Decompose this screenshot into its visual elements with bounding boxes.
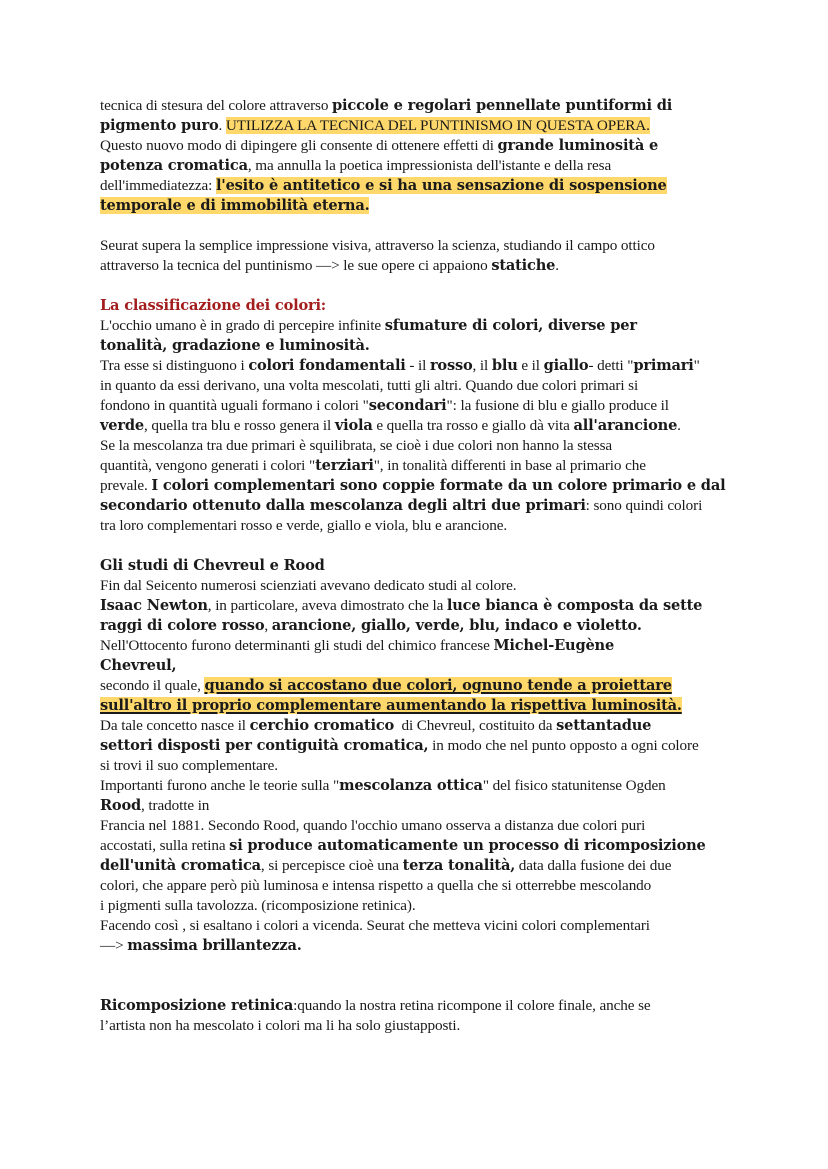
text: - detti " [588,357,634,374]
bold-text: Isaac Newton [100,597,208,614]
text: si trovi il suo complementare. [100,757,278,774]
text: i pigmenti sulla tavolozza. (ricomposizione retinica). [100,897,416,914]
text: , tradotte in [141,797,210,814]
chevreul-section [100,556,740,956]
text: data dalla fusione dei due [515,857,672,874]
bold-text: terziari [315,457,374,474]
text: . [218,117,226,134]
bold-text: Michel-Eugène [493,637,615,654]
text: secondo il quale, [100,677,205,694]
bold-text: settori disposti per contiguità cromatica, [100,737,429,754]
text: in quanto da essi derivano, una volta mescolati, tutti gli altri. Quando due colori primari si [100,377,639,394]
bold-text: grande luminosità e [497,137,659,154]
text: Seurat supera la semplice impressione visiva, attraverso la scienza, studiando il campo ottico [100,237,655,254]
section-heading: Gli studi di Chevreul e Rood [100,557,325,574]
text: colori, che appare però più luminosa e intensa rispetto a quella che si otterrebbe mescolando [100,877,652,894]
text: fondono in quantità uguali formano i colori " [100,397,369,414]
section-heading: La classificazione dei colori: [100,297,326,314]
text: Da tale concetto nasce il [100,717,250,734]
text: Francia nel 1881. Secondo Rood, quando l'occhio umano osserva a distanza due colori puri [100,817,646,834]
text: Nell'Ottocento furono determinanti gli studi del chimico francese [100,637,494,654]
highlighted-bold-text: l'esito è antitetico e si ha una sensazione di sospensione [215,177,667,194]
text: " del fisico statunitense Ogden [482,777,666,794]
bold-text: cerchio cromatico [249,717,395,734]
bold-text: massima brillantezza. [127,937,302,954]
text: Tra esse si distinguono i [100,357,249,374]
text: l’artista non ha mescolato i colori ma li ha solo giustapposti. [100,1017,461,1034]
text: , ma annulla la poetica impressionista dell'istante e della resa [247,157,612,174]
definition-term: Ricomposizione retinica [100,997,294,1014]
bold-text: blu [491,357,518,374]
text: . [555,257,559,274]
bold-text: colori fondamentali [248,357,406,374]
bold-text: luce bianca è composta da sette [446,597,703,614]
bold-text: si produce automaticamente un processo di ricomposizione [229,837,706,854]
text: prevale. [100,477,152,494]
text: Facendo così , si esaltano i colori a vicenda. Seurat che metteva vicini colori complementari [100,917,650,934]
bold-text: potenza cromatica [100,157,248,174]
text: tra loro complementari rosso e verde, giallo e viola, blu e arancione. [100,517,508,534]
bold-text: tonalità, gradazione e luminosità. [100,337,370,354]
bold-text: raggi di colore rosso [100,617,265,634]
bold-text: I colori complementari sono coppie formate da un colore primario e dal [151,477,726,494]
text: Se la mescolanza tra due primari è squilibrata, se cioè i due colori non hanno la stessa [100,437,613,454]
text: :quando la nostra retina ricompone il colore finale, anche se [293,997,651,1014]
bold-text: all'arancione [573,417,678,434]
bold-text: giallo [543,357,589,374]
text: - il [405,357,430,374]
ricomposizione-paragraph [100,996,740,1036]
highlighted-underlined-text: quando si accostano due colori, ognuno tende a proiettare [204,677,672,694]
bold-text: sfumature di colori, diverse per [384,317,637,334]
text: dell'immediatezza: [100,177,216,194]
text: , quella tra blu e rosso genera il [143,417,335,434]
highlighted-bold-text: temporale e di immobilità eterna. [100,197,370,214]
text: Importanti furono anche le teorie sulla " [100,777,340,794]
classificazione-section [100,296,740,536]
text: accostati, sulla retina [100,837,230,854]
seurat-paragraph [100,236,740,276]
text: Questo nuovo modo di dipingere gli consente di ottenere effetti di [100,137,498,154]
text: , [264,617,272,634]
bold-text: viola [334,417,373,434]
bold-text: mescolanza ottica [339,777,483,794]
text: , in particolare, aveva dimostrato che la [207,597,447,614]
bold-text: secondario ottenuto dalla mescolanza degli altri due primari [100,497,586,514]
text: : sono quindi colori [585,497,703,514]
text: ", in tonalità differenti in base al primario che [373,457,646,474]
bold-text: arancione, giallo, verde, blu, indaco e violetto. [271,617,642,634]
text: L'occhio umano è in grado di percepire infinite [100,317,385,334]
text: ": la fusione di blu e giallo produce il [446,397,669,414]
highlighted-underlined-text: sull'altro il proprio complementare aumentando la rispettiva luminosità. [100,697,682,714]
text: quantità, vengono generati i colori " [100,457,316,474]
text: di Chevreul, costituito da [394,717,557,734]
bold-text: terza tonalità, [402,857,516,874]
bold-text: rosso [429,357,473,374]
bold-text: settantadue [556,717,652,734]
text: . [677,417,681,434]
intro-paragraph [100,96,740,216]
text: attraverso la tecnica del puntinismo —> le sue opere ci appaiono [100,257,492,274]
bold-text: piccole e regolari pennellate puntiformi di [332,97,673,114]
bold-text: primari [633,357,694,374]
text: , si percepisce cioè una [260,857,403,874]
text: e quella tra rosso e giallo dà vita [372,417,574,434]
text: " [693,357,700,374]
bold-text: dell'unità cromatica [100,857,261,874]
text: in modo che nel punto opposto a ogni colore [428,737,699,754]
document-page [100,96,740,1036]
bold-text: Rood [100,797,142,814]
text: Fin dal Seicento numerosi scienziati avevano dedicato studi al colore. [100,577,517,594]
text: , il [472,357,492,374]
bold-text: pigmento puro [100,117,219,134]
bold-text: Chevreul, [100,657,177,674]
text: tecnica di stesura del colore attraverso [100,97,333,114]
bold-text: statiche [491,257,556,274]
text: e il [517,357,544,374]
text: —> [100,937,128,954]
highlighted-text: UTILIZZA LA TECNICA DEL PUNTINISMO IN QUESTA OPERA. [225,117,650,134]
bold-text: secondari [368,397,447,414]
bold-text: verde [100,417,144,434]
